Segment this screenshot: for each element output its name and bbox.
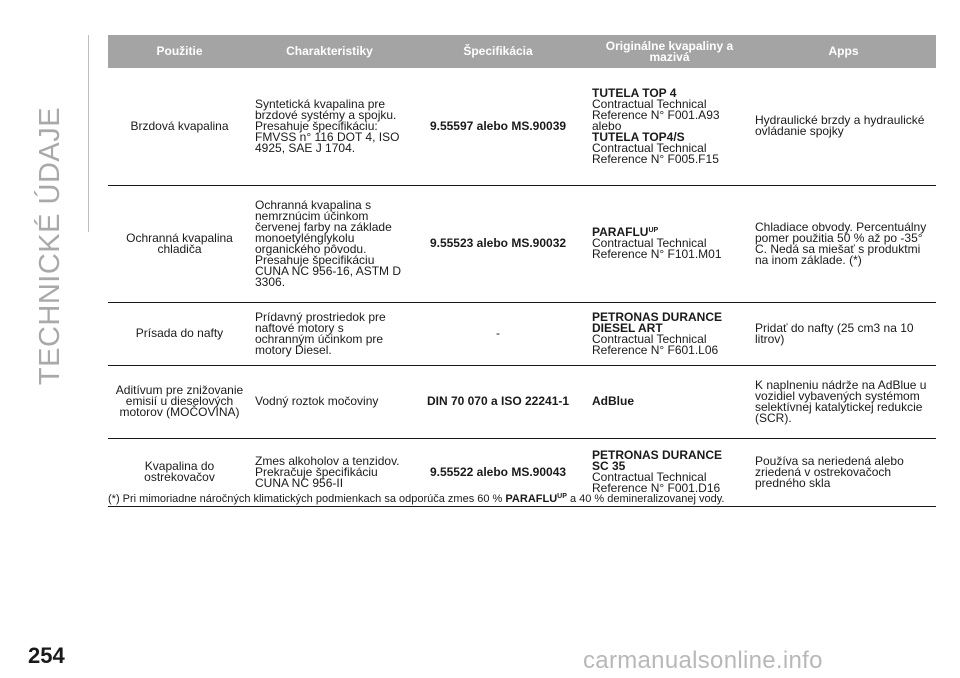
page-number: 254 [28, 643, 65, 668]
fluid-reference-line: Contractual Technical [592, 331, 707, 346]
footnote-brand-name: PARAFLU [505, 493, 558, 505]
fluid-reference-line: Contractual Technical [592, 236, 707, 250]
cell-fluid [588, 68, 751, 185]
cell-use: Ochranná kvapalina chladiča [108, 185, 251, 302]
table-row [108, 365, 936, 438]
fluid-product-name: PETRONAS DURANCE [592, 448, 723, 462]
apps-text: Chladiace obvody. Percentuálny pomer použitia 50 % až po -35° C. Nedá sa miešať s produktmi na inom základe. [755, 219, 927, 267]
cell-specification: 9.55523 alebo MS.90032 [408, 185, 588, 302]
fluid-product-name: DIESEL ART [592, 320, 663, 335]
cell-apps: Hydraulické brzdy a hydraulické ovládanie spojky [751, 68, 936, 185]
fluid-reference-line: Reference N° F601.L06 [592, 342, 719, 357]
footnote-brand-suffix: UP [557, 493, 567, 500]
fluid-reference-line: Reference N° F001.D16 [592, 481, 721, 495]
watermark: carmanualsonline.info [583, 647, 823, 674]
section-side-title-text: TECHNICKÉ ÚDAJE [33, 106, 66, 386]
section-side-title [33, 106, 66, 386]
table-footnote [108, 492, 948, 506]
cell-apps: Pridať do nafty (25 cm3 na 10 litrov) [751, 302, 936, 365]
header-apps: Apps [751, 35, 936, 68]
footnote-text-after: a 40 % demineralizovanej vody. [569, 493, 725, 505]
fluids-spec-table [108, 35, 936, 507]
cell-characteristics: Syntetická kvapalina pre brzdové systémy a spojku. Presahuje špecifikáciu: FMVSS n° 116 DOT 4, ISO 4925, SAE J 1704. [251, 68, 408, 185]
fluid-brand-suffix: UP [648, 227, 659, 234]
table-row [108, 185, 936, 302]
side-divider [88, 35, 89, 232]
table-row [108, 302, 936, 365]
cell-characteristics: Prídavný prostriedok pre naftové motory s ochranným účinkom pre motory Diesel. [251, 302, 408, 365]
cell-use: Aditívum pre znižovanie emisií u dieselových motorov (MOČOVINA) [108, 365, 251, 438]
fluid-reference-line: Reference N° F005.F15 [592, 151, 719, 166]
fluid-product-name: SC 35 [592, 459, 626, 473]
cell-use: Prísada do nafty [108, 302, 251, 365]
cell-apps: Používa sa neriedená alebo zriedená v ostrekovačoch predného skla [751, 438, 936, 506]
cell-fluid [588, 185, 751, 302]
cell-specification: 9.55597 alebo MS.90039 [408, 68, 588, 185]
fluid-product-name: TUTELA TOP4/S [592, 129, 685, 144]
fluid-product-name: TUTELA TOP 4 [592, 85, 677, 100]
header-use: Použitie [108, 35, 251, 68]
fluid-reference-line: Contractual Technical [592, 140, 707, 155]
fluid-reference-line: Contractual Technical [592, 470, 707, 484]
cell-characteristics: Ochranná kvapalina s nemrznúcim účinkom červenej farby na základe monoetylénglykolu organického pôvodu. Presahuje špecifikáciu CUNA NC 956-16, ASTM D 3306. [251, 185, 408, 302]
footnote-brand [505, 493, 566, 505]
cell-fluid [588, 365, 751, 438]
fluid-reference-line: Contractual Technical [592, 96, 707, 111]
footnote-text-before: (*) Pri mimoriadne náročných klimatických podmienkach sa odporúča zmes 60 % [108, 493, 503, 505]
header-original-fluids: Originálne kvapaliny a mazivá [588, 35, 751, 68]
fluid-alternative: alebo [592, 118, 622, 133]
footnote-marker: (*) [849, 252, 862, 267]
cell-apps [751, 185, 936, 302]
cell-characteristics: Vodný roztok močoviny [251, 365, 408, 438]
cell-specification: - [408, 302, 588, 365]
cell-characteristics: Zmes alkoholov a tenzidov. Prekračuje špecifikáciu CUNA NC 956-II [251, 438, 408, 506]
fluid-product-name: PETRONAS DURANCE [592, 309, 723, 324]
fluid-brand: PARAFLU [592, 225, 649, 239]
cell-specification: DIN 70 070 a ISO 22241-1 [408, 365, 588, 438]
header-specification: Špecifikácia [408, 35, 588, 68]
cell-fluid [588, 302, 751, 365]
table-row [108, 68, 936, 185]
header-characteristics: Charakteristiky [251, 35, 408, 68]
cell-specification: 9.55522 alebo MS.90043 [408, 438, 588, 506]
fluid-product-name: AdBlue [592, 394, 634, 408]
table-header-row [108, 35, 936, 68]
cell-use: Brzdová kvapalina [108, 68, 251, 185]
cell-use: Kvapalina do ostrekovačov [108, 438, 251, 506]
fluid-reference-line: Reference N° F001.A93 [592, 107, 720, 122]
fluid-reference-line: Reference N° F101.M01 [592, 247, 722, 261]
cell-apps: K naplneniu nádrže na AdBlue u vozidiel vybavených systémom selektívnej katalytickej redukcie (SCR). [751, 365, 936, 438]
